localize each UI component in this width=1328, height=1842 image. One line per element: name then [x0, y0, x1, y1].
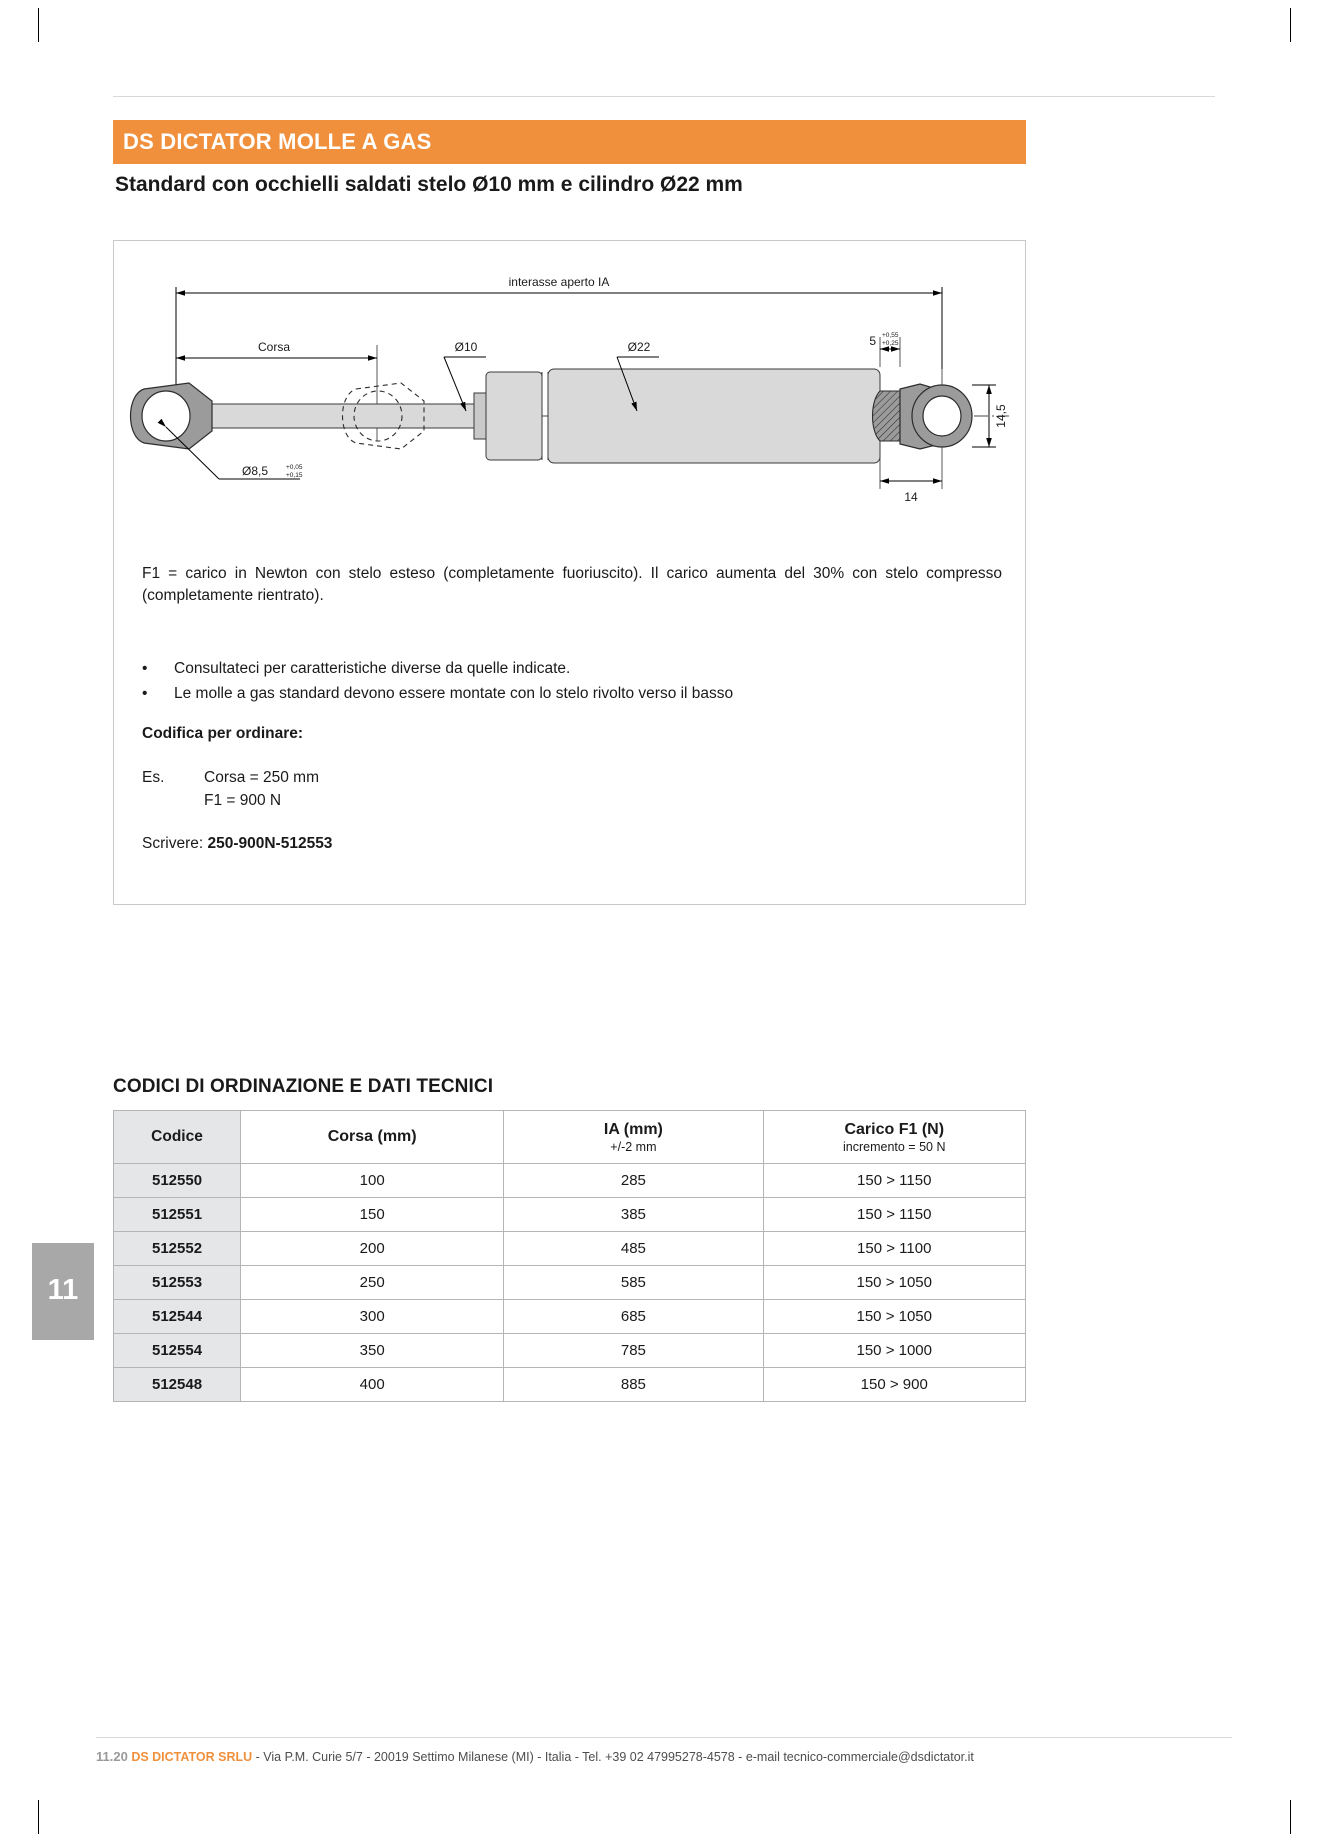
list-item-label: Consultateci per caratteristiche diverse da quelle indicate.: [174, 660, 571, 677]
table-body: [114, 1164, 1026, 1402]
column-header-f1-main: Carico F1 (N): [844, 1120, 945, 1138]
cell-f1: 150 > 1000: [763, 1334, 1026, 1368]
cell-corsa: 350: [241, 1334, 504, 1368]
eye-bore-tolerance-lower: +0,15: [286, 472, 303, 479]
eye-thickness-tolerance-lower: +0,25: [882, 340, 899, 347]
cell-corsa: 250: [241, 1266, 504, 1300]
column-header-corsa: Corsa (mm): [241, 1111, 504, 1164]
bullet-icon: •: [142, 685, 148, 702]
crop-mark-bottom-right: [1290, 1800, 1291, 1834]
column-header-ia-sub: +/-2 mm: [610, 1139, 657, 1154]
notes-bullet-list: [142, 656, 1002, 706]
cell-f1: 150 > 1050: [763, 1266, 1026, 1300]
crop-mark-top-right: [1290, 8, 1291, 42]
table-row: [114, 1266, 1026, 1300]
ordering-code-heading: Codifica per ordinare:: [142, 725, 304, 742]
table-section-title: CODICI DI ORDINAZIONE E DATI TECNICI: [113, 1076, 494, 1097]
cell-f1: 150 > 1150: [763, 1198, 1026, 1232]
cell-ia: 385: [504, 1198, 763, 1232]
dimension-label-rod-diameter: Ø10: [454, 340, 478, 354]
eye-thickness-tolerance-upper: +0,55: [882, 332, 899, 339]
f1-description-paragraph: F1 = carico in Newton con stelo esteso (completamente fuoriuscito). Il carico aumenta del 30% con stelo compresso (completamente rientrato).: [142, 565, 1002, 604]
page-number-tab: [32, 1243, 94, 1340]
page-subtitle: Standard con occhielli saldati stelo Ø10 mm e cilindro Ø22 mm: [115, 173, 743, 196]
dimension-label-eye-bore: Ø8,5: [242, 464, 269, 478]
ordering-codes-table: [113, 1110, 1026, 1402]
crop-mark-bottom-left: [38, 1800, 39, 1834]
list-item: [142, 656, 1002, 681]
crop-mark-top-left: [38, 8, 39, 42]
example-label-spacer: [142, 789, 204, 812]
scrivere-label: Scrivere:: [142, 835, 208, 852]
ordering-example-row: [142, 766, 319, 789]
column-header-ia: [504, 1111, 763, 1164]
footer-company-name: DS DICTATOR SRLU: [131, 1750, 253, 1764]
column-header-f1-sub: incremento = 50 N: [843, 1139, 946, 1154]
cell-f1: 150 > 900: [763, 1368, 1026, 1402]
bullet-icon: •: [142, 660, 148, 677]
cell-corsa: 400: [241, 1368, 504, 1402]
dimension-label-ia: interasse aperto IA: [508, 275, 610, 289]
section-header-band: [113, 120, 1026, 164]
table-row: [114, 1164, 1026, 1198]
cell-f1: 150 > 1050: [763, 1300, 1026, 1334]
table-row: [114, 1198, 1026, 1232]
dimension-label-eye-height: 14,5: [994, 404, 1008, 428]
product-info-panel: [113, 240, 1026, 905]
cell-codice: 512544: [114, 1300, 241, 1334]
cell-codice: 512552: [114, 1232, 241, 1266]
page-title: DS DICTATOR MOLLE A GAS: [123, 129, 432, 154]
cell-ia: 885: [504, 1368, 763, 1402]
column-header-ia-main: IA (mm): [603, 1120, 663, 1138]
table-row: [114, 1300, 1026, 1334]
eye-bore-tolerance-upper: +0,05: [286, 464, 303, 471]
footer-page-number: 11.20: [96, 1749, 128, 1764]
page-top-rule: [113, 96, 1215, 97]
cell-ia: 285: [504, 1164, 763, 1198]
cell-f1: 150 > 1150: [763, 1164, 1026, 1198]
list-item: [142, 681, 1002, 706]
dimension-label-eye-thickness: 5: [869, 334, 876, 348]
dimension-label-corsa: Corsa: [257, 340, 291, 354]
example-corsa-value: Corsa = 250 mm: [204, 769, 320, 786]
example-f1-value: F1 = 900 N: [204, 792, 282, 809]
cell-codice: 512550: [114, 1164, 241, 1198]
table-row: [114, 1334, 1026, 1368]
page-tab-number: 11: [47, 1274, 79, 1306]
cell-corsa: 200: [241, 1232, 504, 1266]
cell-corsa: 300: [241, 1300, 504, 1334]
table-header-row: [114, 1111, 1026, 1164]
table-row: [114, 1232, 1026, 1266]
dimension-label-eye-length: 14: [904, 490, 918, 504]
footer-address: - Via P.M. Curie 5/7 - 20019 Settimo Milanese (MI) - Italia - Tel. +39 02 47995278-4578 - e-mail tecnico-commerciale@dsdictator.it: [252, 1750, 974, 1764]
cell-codice: 512553: [114, 1266, 241, 1300]
cell-ia: 485: [504, 1232, 763, 1266]
column-header-codice: Codice: [114, 1111, 241, 1164]
cell-codice: 512554: [114, 1334, 241, 1368]
gas-spring-technical-drawing: [114, 241, 1027, 531]
cell-codice: 512548: [114, 1368, 241, 1402]
cell-corsa: 150: [241, 1198, 504, 1232]
column-header-f1: [763, 1111, 1026, 1164]
ordering-code-result: [142, 835, 332, 853]
cell-corsa: 100: [241, 1164, 504, 1198]
list-item-label: Le molle a gas standard devono essere montate con lo stelo rivolto verso il basso: [174, 685, 734, 702]
cell-ia: 785: [504, 1334, 763, 1368]
dimension-label-cylinder-diameter: Ø22: [627, 340, 651, 354]
cell-f1: 150 > 1100: [763, 1232, 1026, 1266]
table-row: [114, 1368, 1026, 1402]
ordering-example-block: [142, 766, 319, 812]
footer-rule: [96, 1737, 1232, 1738]
cell-ia: 685: [504, 1300, 763, 1334]
cell-ia: 585: [504, 1266, 763, 1300]
cell-codice: 512551: [114, 1198, 241, 1232]
scrivere-code: 250-900N-512553: [207, 835, 333, 852]
example-label: Es.: [142, 769, 165, 786]
ordering-example-row: [142, 789, 319, 812]
page-footer: [96, 1749, 974, 1764]
